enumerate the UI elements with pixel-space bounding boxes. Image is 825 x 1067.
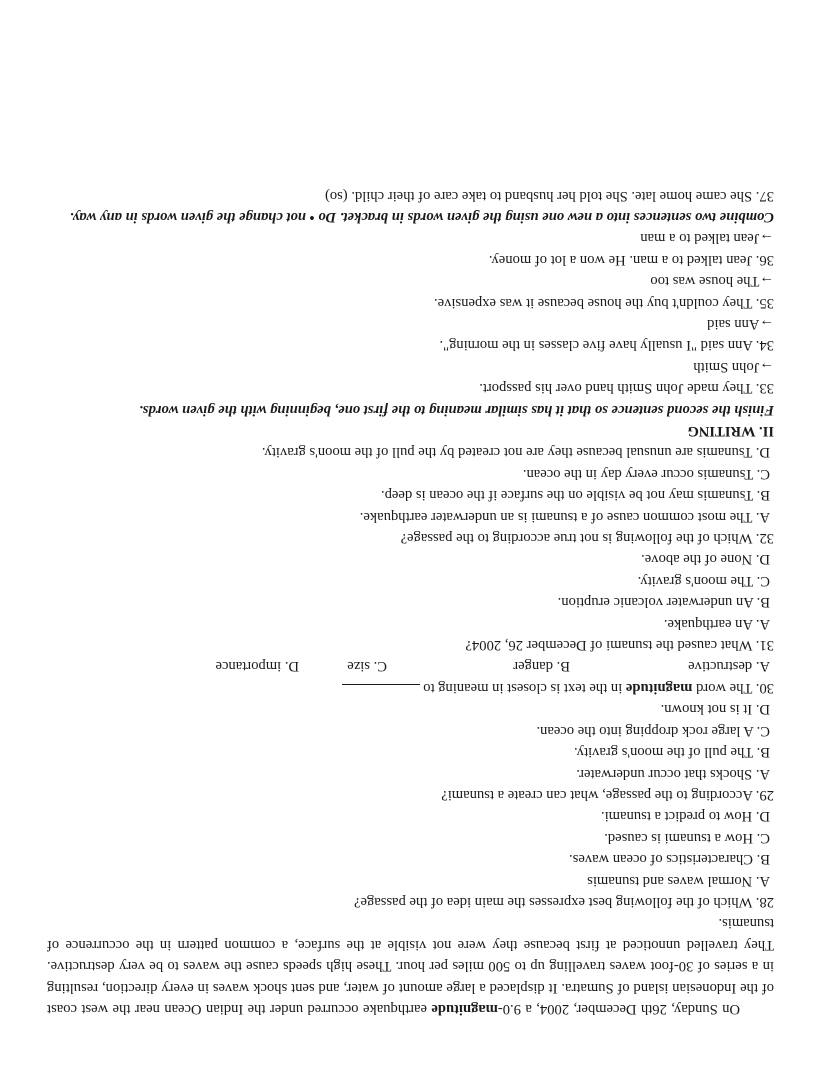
option-b: B. Characteristics of ocean waves.	[569, 851, 770, 868]
item-number: 33.	[755, 380, 774, 397]
item-number: 36.	[755, 251, 774, 268]
writing-item-33	[47, 355, 774, 398]
option-a: A. destructive	[688, 658, 770, 675]
option-b: B. Tsunamis may not be visible on the surface if the ocean is deep.	[381, 487, 770, 504]
item-answer-start: →Ann said	[707, 316, 774, 332]
options-row	[47, 655, 774, 676]
option-d: D. How to predict a tsunami.	[600, 808, 770, 825]
section-heading-writing: II. WRITING	[687, 423, 774, 440]
question-stem-post: in the text is closest in meaning to	[423, 679, 626, 696]
question-stem: Which of the following best expresses the main idea of the passage?	[353, 893, 753, 910]
question-number: 32.	[755, 530, 774, 547]
item-number: 34.	[755, 337, 774, 354]
question-31	[47, 548, 774, 655]
question-number: 31.	[755, 637, 774, 654]
option-d: D. None of the above.	[641, 551, 770, 568]
writing-instruction-rewrite: Finish the second sentence so that it has similar meaning to the first one, beginning with the given words.	[139, 401, 774, 418]
option-c: C. Tsunamis occur every day in the ocean.	[522, 465, 770, 482]
question-number: 28.	[755, 893, 774, 910]
item-answer-start: →John Smith	[693, 358, 774, 375]
question-29	[47, 698, 774, 805]
option-c: C. How a tsunami is caused.	[604, 829, 770, 846]
item-sentence: Jean talked to a man. He won a lot of money.	[488, 251, 753, 268]
passage-text-rest: earthquake occurred under the Indian Ocean near the west coast of the Indonesian island of Sumatra. It displaced a large amount of water, and sent shock waves in every direction, resulting in a series of 30-foot waves travelling up to 500 miles per hour. These high speeds cause the waves to be very destructive. They travelled unnoticed at first because they were not visible at the surface, a common pattern in the occurrence of tsunamis.	[47, 915, 774, 1017]
item-sentence: She came home late. She told her husband to take care of their child. (so)	[324, 187, 753, 204]
item-sentence: They made John Smith hand over his passport.	[479, 380, 753, 397]
item-answer-start: →Jean talked to a man	[640, 230, 774, 247]
page-content	[47, 184, 774, 1019]
option-c: C. size	[347, 658, 387, 675]
writing-item-35	[47, 270, 774, 313]
option-a: A. Normal waves and tsunamis	[587, 872, 770, 889]
option-b: B. An underwater volcanic eruption.	[557, 594, 770, 611]
question-stem-pre: The word	[692, 679, 753, 696]
option-a: A. The most common cause of a tsunami is an underwater earthquake.	[359, 508, 770, 525]
writing-instruction-combine: Combine two sentences into a new one using the given words in bracket. Do • not change the given words in any way.	[69, 208, 774, 225]
question-stem-keyword: magnitude	[625, 679, 693, 696]
passage-keyword: magnitude	[431, 1001, 498, 1017]
question-stem: What caused the tsunami of December 26, 2004?	[465, 637, 753, 654]
option-b: B. The pull of the moon's gravity.	[574, 744, 770, 761]
writing-item-36	[47, 227, 774, 270]
question-28	[47, 805, 774, 912]
question-number: 30.	[755, 679, 774, 696]
option-d: D. Tsunamis are unusual because they are not created by the pull of the moon's gravity.	[261, 444, 770, 461]
option-d: D. It is not known.	[660, 701, 770, 718]
question-stem: Which of the following is not true according to the passage?	[400, 530, 753, 547]
item-sentence: Ann said "I usually have five classes in the morning".	[439, 337, 753, 354]
passage-text-start: On Sunday, 26th December, 2004, a 9.0-	[497, 1001, 740, 1017]
question-30	[47, 655, 774, 698]
question-stem: According to the passage, what can create a tsunami?	[441, 786, 753, 803]
option-c: C. The moon's gravity.	[637, 572, 770, 589]
item-number: 37.	[755, 187, 774, 204]
item-sentence: They couldn't buy the house because it was expensive.	[434, 294, 753, 311]
question-number: 29.	[755, 786, 774, 803]
option-a: A. Shocks that occur underwater.	[576, 765, 770, 782]
answer-blank	[342, 684, 420, 698]
writing-item-37	[47, 184, 774, 205]
writing-item-34	[47, 313, 774, 356]
option-a: A. An earthquake.	[663, 615, 770, 632]
item-answer-start: →The house was too	[650, 273, 774, 290]
question-32	[47, 441, 774, 548]
option-c: C. A large rock dropping into the ocean.	[536, 722, 770, 739]
option-d: D. importance	[215, 658, 299, 675]
option-b: B. danger	[513, 658, 570, 675]
item-number: 35.	[755, 294, 774, 311]
reading-passage	[47, 912, 774, 1019]
